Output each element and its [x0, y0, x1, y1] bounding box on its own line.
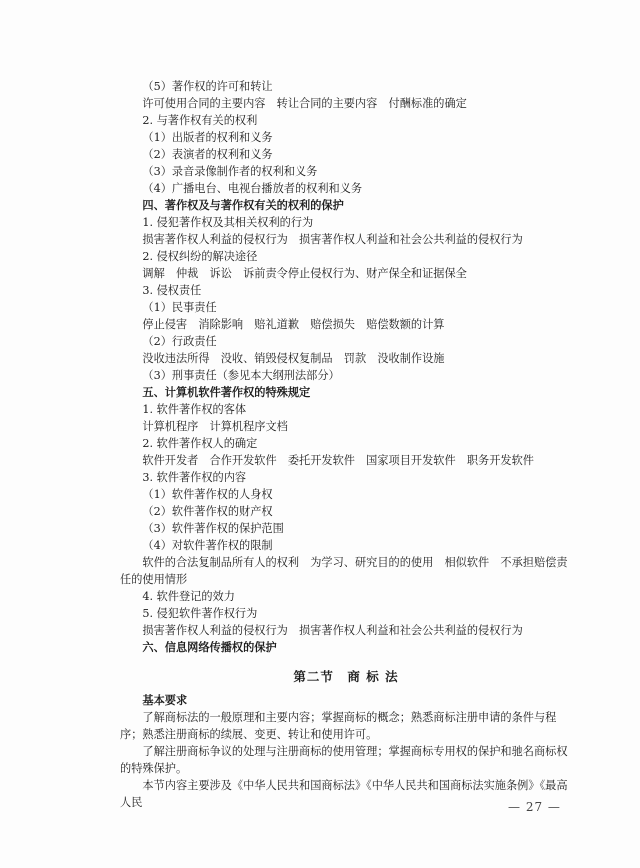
outline-line: 4. 软件登记的效力: [142, 590, 235, 603]
outline-line: 没收违法所得 没收、销毁侵权复制品 罚款 没收制作设施: [142, 352, 445, 365]
outline-line: 调解 仲裁 诉讼 诉前责令停止侵权行为、财产保全和证据保全: [142, 267, 467, 280]
outline-line: （2）软件著作权的财产权: [142, 505, 273, 518]
outline-line: 3. 侵权责任: [142, 284, 202, 297]
outline-line: 损害著作权人利益的侵权行为 损害著作权人利益和社会公共利益的侵权行为: [142, 233, 523, 246]
outline-line: （4）广播电台、电视台播放者的权利和义务: [142, 182, 363, 195]
outline-heading: 五、计算机软件著作权的特殊规定: [142, 385, 311, 399]
outline-line: 2. 软件著作权人的确定: [142, 437, 258, 450]
page-content: [120, 78, 572, 811]
outline-list-top: [120, 78, 572, 554]
wrap-paragraph: 软件的合法复制品所有人的权利 为学习、研究目的的使用 相似软件 不承担赔偿责任的使用情形: [120, 556, 568, 586]
outline-line: 软件开发者 合作开发软件 委托开发软件 国家项目开发软件 职务开发软件: [142, 454, 534, 467]
outline-line: 停止侵害 消除影响 赔礼道歉 赔偿损失 赔偿数额的计算: [142, 318, 445, 331]
outline-line: （2）行政责任: [142, 335, 217, 348]
outline-line: 2. 侵权纠纷的解决途径: [142, 250, 258, 263]
outline-line: （1）出版者的权利和义务: [142, 131, 273, 144]
outline-line: （3）录音录像制作者的权利和义务: [142, 165, 318, 178]
outline-line: 1. 侵犯著作权及其相关权利的行为: [142, 216, 314, 229]
outline-line: 1. 软件著作权的客体: [142, 403, 247, 416]
outline-heading: 四、著作权及与著作权有关的权利的保护: [142, 198, 344, 212]
outline-heading: 六、信息网络传播权的保护: [142, 640, 277, 654]
outline-line: （4）对软件著作权的限制: [142, 539, 273, 552]
outline-line: 损害著作权人利益的侵权行为 损害著作权人利益和社会公共利益的侵权行为: [142, 624, 523, 637]
outline-line: 5. 侵犯软件著作权行为: [142, 607, 258, 620]
paragraph: 本节内容主要涉及《中华人民共和国商标法》《中华人民共和国商标法实施条例》《最高人民: [120, 779, 568, 809]
outline-line: （5）著作权的许可和转让: [142, 80, 273, 93]
outline-line: （1）民事责任: [142, 301, 217, 314]
basic-requirements-heading: 基本要求: [142, 693, 188, 707]
outline-line: （3）软件著作权的保护范围: [142, 522, 284, 535]
outline-line: 计算机程序 计算机程序文档: [142, 420, 288, 433]
paragraph: 了解注册商标争议的处理与注册商标的使用管理；掌握商标专用权的保护和驰名商标权的特殊保护。: [120, 745, 568, 775]
outline-line: （1）软件著作权的人身权: [142, 488, 273, 501]
outline-line: 许可使用合同的主要内容 转让合同的主要内容 付酬标准的确定: [142, 97, 467, 110]
outline-line: （3）刑事责任（参见本大纲刑法部分）: [142, 369, 340, 382]
outline-line: （2）表演者的权利和义务: [142, 148, 273, 161]
outline-list-mid: [120, 588, 572, 656]
outline-line: 3. 软件著作权的内容: [142, 471, 247, 484]
page-number: — 27 —: [508, 800, 561, 814]
outline-line: 2. 与著作权有关的权利: [142, 114, 258, 127]
section-title: 第二节 商 标 法: [293, 669, 399, 684]
paragraph: 了解商标法的一般原理和主要内容；掌握商标的概念；熟悉商标注册申请的条件与程序；熟悉注册商标的续展、变更、转让和使用许可。: [120, 711, 557, 741]
